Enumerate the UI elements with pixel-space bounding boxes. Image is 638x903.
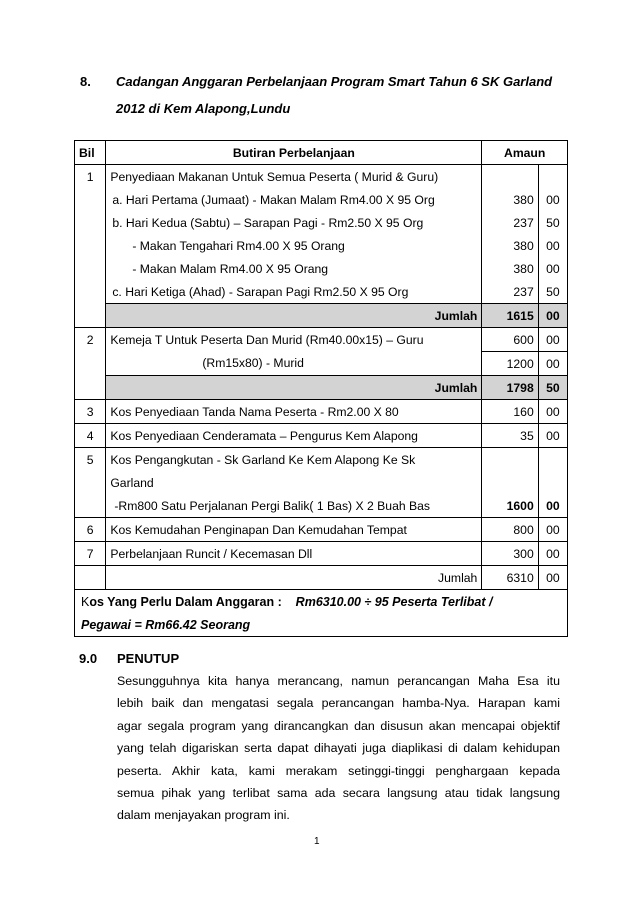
grand-total-row (75, 566, 568, 590)
paragraph-line: agar segala program yang dirancangkan dan disusun akan mencapai objektif (117, 718, 560, 733)
amount-sen: 00 (538, 542, 567, 566)
table-row (75, 188, 568, 211)
section-8-title-line2: 2012 di Kem Alapong,Lundu (116, 101, 291, 116)
section-8-title-line1: Cadangan Anggaran Perbelanjaan Program Smart Tahun 6 SK Garland (116, 74, 553, 89)
subtotal-label: Jumlah (106, 376, 482, 400)
amount-sen: 00 (538, 424, 567, 448)
summary-row (75, 590, 568, 614)
budget-table (74, 140, 568, 637)
subtotal-sen: 00 (538, 304, 567, 328)
row-bil: 6 (75, 518, 106, 542)
section-9-number: 9.0 (79, 651, 98, 666)
amount-rm: 35 (482, 424, 538, 448)
table-row (75, 518, 568, 542)
row-bil: 7 (75, 542, 106, 566)
table-row (75, 471, 568, 494)
amount-sen: 50 (538, 211, 567, 234)
row-description: - Makan Tengahari Rm4.00 X 95 Orang (106, 234, 482, 257)
grand-total-sen: 00 (538, 566, 567, 590)
table-row (75, 165, 568, 189)
row-description: Kemeja T Untuk Peserta Dan Murid (Rm40.00x15) – Guru (106, 328, 482, 352)
amount-sen: 00 (538, 328, 567, 352)
row-description: Kos Kemudahan Penginapan Dan Kemudahan Tempat (106, 518, 482, 542)
amount-rm: 1200 (482, 352, 538, 376)
summary-prefix-rest: os Yang Perlu Dalam Anggaran : (89, 594, 282, 609)
row-description: c. Hari Ketiga (Ahad) - Sarapan Pagi Rm2.50 X 95 Org (106, 280, 482, 304)
subtotal-sen: 50 (538, 376, 567, 400)
table-row (75, 400, 568, 424)
row-description: (Rm15x80) - Murid (106, 352, 482, 376)
amount-sen: 50 (538, 280, 567, 304)
row-description: a. Hari Pertama (Jumaat) - Makan Malam Rm4.00 X 95 Org (106, 188, 482, 211)
row-description: Penyediaan Makanan Untuk Semua Peserta ( Murid & Guru) (106, 165, 482, 189)
table-row (75, 352, 568, 376)
grand-total-label: Jumlah (106, 566, 482, 590)
header-amount: Amaun (482, 141, 568, 165)
header-description: Butiran Perbelanjaan (106, 141, 482, 165)
grand-total-rm: 6310 (482, 566, 538, 590)
row-bil: 1 (75, 165, 106, 189)
row-description: Kos Penyediaan Tanda Nama Peserta - Rm2.00 X 80 (106, 400, 482, 424)
table-row (75, 234, 568, 257)
amount-rm: 300 (482, 542, 538, 566)
paragraph-line: yang telah digariskan serta dapat dihayati juga diaplikasi di dalam kehidupan (117, 741, 560, 756)
section-9-title: PENUTUP (117, 651, 180, 666)
amount-sen: 00 (538, 400, 567, 424)
amount-sen: 00 (538, 257, 567, 280)
row-description: - Makan Malam Rm4.00 X 95 Orang (106, 257, 482, 280)
subtotal-rm: 1615 (482, 304, 538, 328)
row-description: Kos Pengangkutan - Sk Garland Ke Kem Alapong Ke Sk (106, 448, 482, 472)
amount-rm: 380 (482, 257, 538, 280)
row-description: -Rm800 Satu Perjalanan Pergi Balik( 1 Bas) X 2 Buah Bas (106, 494, 482, 518)
row-bil: 4 (75, 424, 106, 448)
subtotal-row (75, 376, 568, 400)
table-row (75, 280, 568, 304)
paragraph-line: semua pihak yang terlibat sama ada secara langsung atau tidak langsung (117, 785, 560, 800)
amount-rm: 237 (482, 280, 538, 304)
paragraph-line: peserta. Akhir kata, kami merakam setinggi-tinggi penghargaan kepada (117, 763, 560, 778)
amount-rm: 1600 (482, 494, 538, 518)
closing-paragraph (117, 670, 560, 827)
amount-rm: 160 (482, 400, 538, 424)
table-row (75, 424, 568, 448)
row-bil: 5 (75, 448, 106, 472)
table-row (75, 328, 568, 352)
row-bil: 2 (75, 328, 106, 352)
table-row (75, 211, 568, 234)
subtotal-row (75, 304, 568, 328)
amount-rm: 800 (482, 518, 538, 542)
amount-rm: 237 (482, 211, 538, 234)
row-description: b. Hari Kedua (Sabtu) – Sarapan Pagi - Rm2.50 X 95 Org (106, 211, 482, 234)
amount-rm: 380 (482, 234, 538, 257)
amount-sen: 00 (538, 234, 567, 257)
paragraph-line: lebih baik dan mengatasi segala perancangan hamba-Nya. Harapan kami (117, 696, 560, 711)
amount-rm: 380 (482, 188, 538, 211)
amount-sen: 00 (538, 494, 567, 518)
table-row (75, 257, 568, 280)
table-row (75, 448, 568, 472)
row-bil: 3 (75, 400, 106, 424)
table-row (75, 494, 568, 518)
amount-sen: 00 (538, 518, 567, 542)
table-row (75, 542, 568, 566)
row-description: Perbelanjaan Runcit / Kecemasan Dll (106, 542, 482, 566)
table-header-row (75, 141, 568, 165)
page-number: 1 (314, 836, 320, 847)
paragraph-line: Sesungguhnya kita hanya merancang, namun perancangan Maha Esa itu (117, 674, 560, 688)
summary-line2: Pegawai = Rm66.42 Seorang (75, 613, 568, 637)
summary-line1 (75, 590, 568, 614)
section-8-number: 8. (80, 74, 91, 89)
paragraph-line: dalam menjayakan program ini. (117, 808, 290, 823)
row-description: Kos Penyediaan Cenderamata – Pengurus Kem Alapong (106, 424, 482, 448)
amount-sen: 00 (538, 188, 567, 211)
subtotal-label: Jumlah (106, 304, 482, 328)
amount-sen: 00 (538, 352, 567, 376)
row-description: Garland (106, 471, 482, 494)
header-bil: Bil (75, 141, 106, 165)
summary-formula: Rm6310.00 ÷ 95 Peserta Terlibat / (295, 594, 493, 609)
amount-rm: 600 (482, 328, 538, 352)
subtotal-rm: 1798 (482, 376, 538, 400)
summary-row (75, 613, 568, 637)
summary-prefix-k: K (81, 594, 90, 609)
